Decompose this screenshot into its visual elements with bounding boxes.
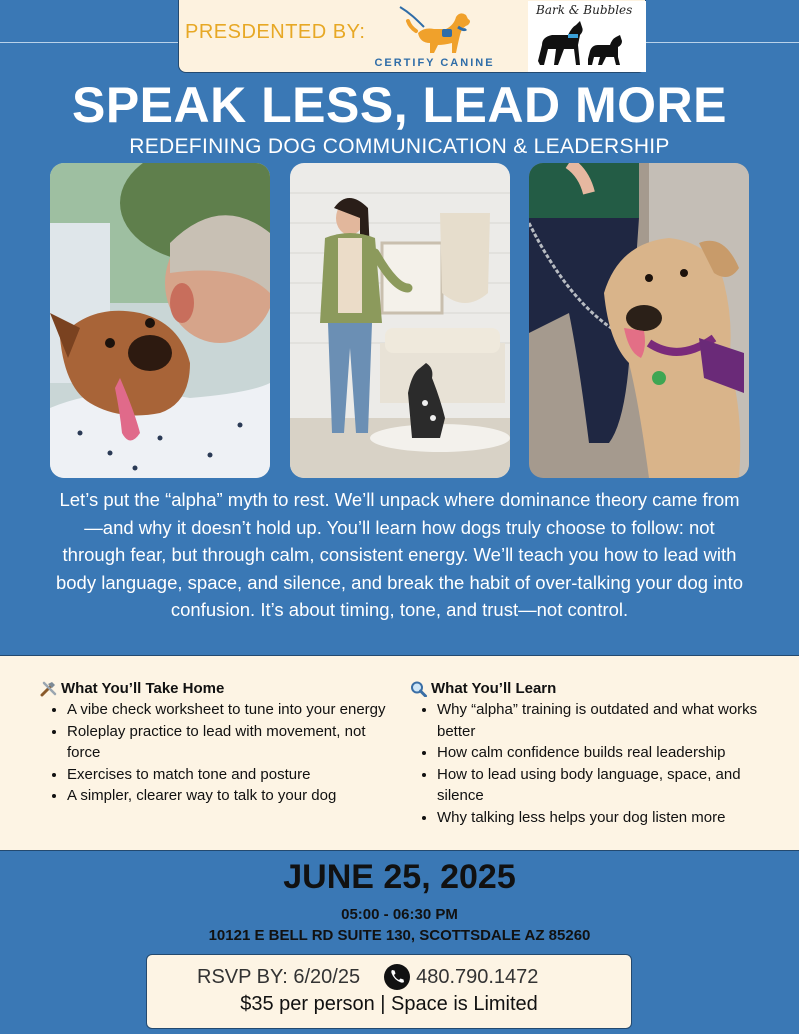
learn-heading-text: What You’ll Learn — [431, 680, 557, 697]
list-item: • How calm confidence builds real leadership — [437, 742, 760, 764]
rsvp-deadline: RSVP BY: 6/20/25 — [197, 965, 361, 988]
take-home-list — [40, 699, 390, 807]
list-item: • A simpler, clearer way to talk to your dog — [67, 785, 390, 807]
sponsor-header — [178, 0, 646, 73]
learn-heading — [410, 680, 760, 697]
certify-canine-wordmark: CERTIFY CANINE — [374, 57, 495, 69]
learn-list — [410, 699, 760, 828]
take-home-heading — [40, 680, 390, 697]
list-item: • Why talking less helps your dog listen more — [437, 807, 760, 829]
list-item: • Exercises to match tone and posture — [67, 764, 390, 786]
event-time: 05:00 - 06:30 PM — [341, 906, 458, 923]
presented-by-label: PRESDENTED BY: — [185, 21, 366, 43]
certify-canine-logo — [372, 5, 497, 71]
list-item: • How to lead using body language, space, and silence — [437, 764, 760, 807]
rsvp-line — [197, 964, 538, 990]
event-date: JUNE 25, 2025 — [283, 858, 516, 896]
photo-woman-with-dog — [290, 163, 510, 478]
photo-dog-on-leash — [529, 163, 749, 478]
details-panel — [0, 655, 799, 851]
price-line: $35 per person | Space is Limited — [240, 993, 538, 1015]
tools-icon — [40, 681, 58, 697]
photo-man-with-dog — [50, 163, 270, 478]
event-address: 10121 E BELL RD SUITE 130, SCOTTSDALE AZ 85260 — [208, 927, 591, 944]
list-item: • A vibe check worksheet to tune into your energy — [67, 699, 390, 721]
list-item: • Why “alpha” training is outdated and what works better — [437, 699, 760, 742]
phone-icon — [384, 964, 410, 990]
list-item: • Roleplay practice to lead with movement, not force — [67, 721, 390, 764]
take-home-heading-text: What You’ll Take Home — [61, 680, 225, 697]
intro-paragraph: Let’s put the “alpha” myth to rest. We’ll unpack where dominance theory came from—and why it doesn’t hold up. You’ll learn how dogs truly choose to follow: not through fear, but through calm, consistent energy. We’ll teach you how to lead with body language, space, and silence, and break the habit of over-talking your dog into confusion. It’s about timing, tone, and trust—not control. — [55, 489, 744, 621]
rsvp-box — [146, 954, 632, 1029]
event-subtitle: REDEFINING DOG COMMUNICATION & LEADERSHIP — [129, 135, 670, 158]
bark-bubbles-logo — [528, 1, 646, 72]
take-home-column — [40, 680, 390, 807]
dogs-silhouette-icon — [528, 1, 646, 72]
learn-column — [410, 680, 760, 828]
bark-bubbles-script: Bark & Bubbles — [536, 3, 633, 17]
phone-number[interactable]: 480.790.1472 — [416, 965, 539, 988]
magnifier-icon — [410, 681, 428, 697]
dog-logo-icon — [372, 5, 497, 61]
event-title: SPEAK LESS, LEAD MORE — [71, 77, 728, 133]
